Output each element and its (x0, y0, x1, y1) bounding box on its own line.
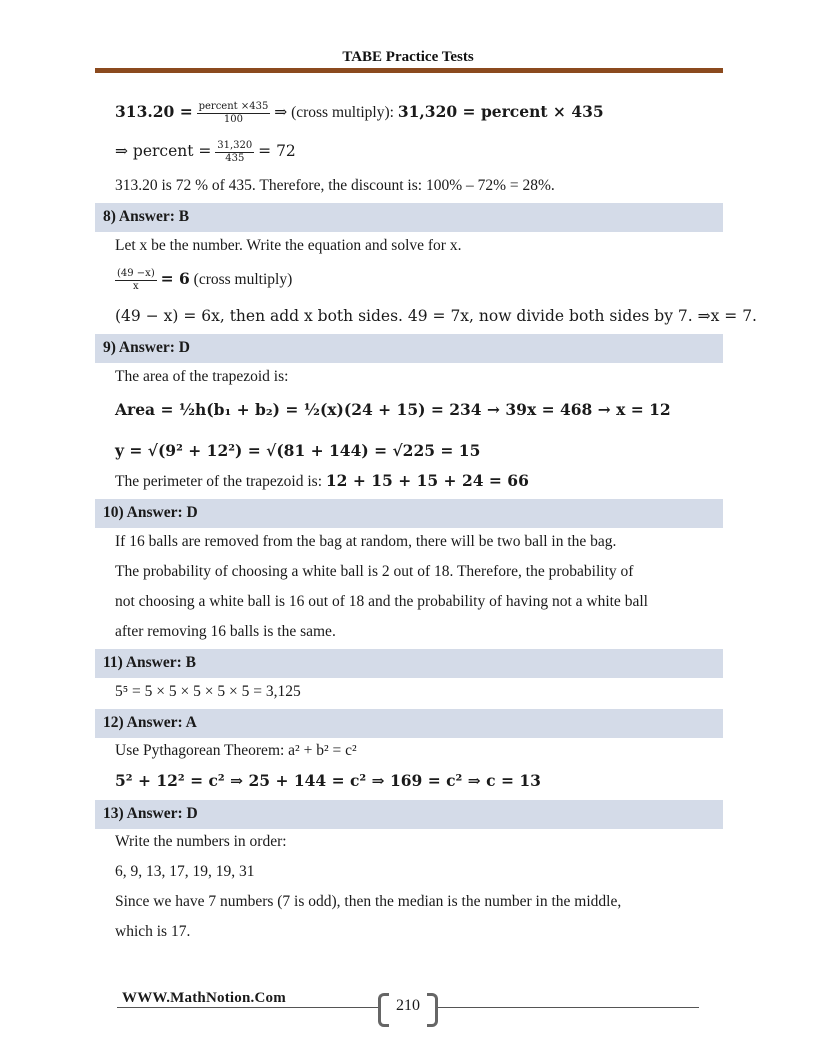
q13-line-4: which is 17. (115, 923, 191, 940)
q13-line-1: Write the numbers in order: (115, 833, 287, 850)
answer-header-q13 (95, 800, 723, 829)
q8-l2-fraction (115, 268, 157, 293)
q11-line-1: 5⁵ = 5 × 5 × 5 × 5 × 5 = 3,125 (115, 683, 301, 700)
q7-l2-frac-num: 31,320 (217, 140, 253, 151)
answer-heading-q13: 13) Answer: D (103, 805, 198, 822)
q7-line-3: 313.20 is 72 % of 435. Therefore, the discount is: 100% – 72% = 28%. (115, 177, 555, 194)
answer-heading-q9: 9) Answer: D (103, 339, 190, 356)
q13-line-3: Since we have 7 numbers (7 is odd), then the median is the number in the middle, (115, 893, 622, 910)
q7-line-2 (115, 140, 296, 165)
answer-header-q8 (95, 203, 723, 232)
answer-header-q11 (95, 649, 723, 678)
q9-line-3: y = √(9² + 12²) = √(81 + 144) = √225 = 15 (115, 441, 481, 460)
answer-heading-q8: 8) Answer: B (103, 208, 190, 225)
page-number: 210 (396, 997, 420, 1014)
q9-line-4 (115, 471, 529, 492)
q8-line-3: (49 − x) = 6x, then add x both sides. 49 = 7x, now divide both sides by 7. ⇒x = 7. (115, 307, 757, 325)
answer-header-q12 (95, 709, 723, 738)
page-header-title: TABE Practice Tests (342, 49, 474, 65)
q13-line-2: 6, 9, 13, 17, 19, 19, 31 (115, 863, 255, 880)
q9-l4-text: The perimeter of the trapezoid is: (115, 473, 326, 490)
q7-l2-frac-den: 435 (225, 153, 245, 164)
q7-l1-frac-num: percent ×435 (198, 101, 269, 112)
q10-line-2: The probability of choosing a white ball is 2 out of 18. Therefore, the probability of (115, 563, 634, 580)
footer-rule-right (437, 1007, 699, 1008)
answer-header-q9 (95, 334, 723, 363)
header-rule (95, 68, 723, 73)
q10-line-4: after removing 16 balls is the same. (115, 623, 336, 640)
q8-l2-frac-num: (49 −x) (117, 268, 155, 279)
q7-l1-fraction (197, 101, 271, 126)
q7-l2-lhs: ⇒ percent = (115, 142, 212, 161)
q7-l2-fraction (215, 140, 254, 165)
q7-l1-mid: ⇒ (cross multiply): (274, 104, 398, 122)
q7-l1-lhs: 313.20 = (115, 102, 193, 122)
answer-header-q10 (95, 499, 723, 528)
answer-heading-q12: 12) Answer: A (103, 714, 197, 731)
q7-l1-rhs: 31,320 = percent × 435 (397, 102, 604, 122)
q8-line-1: Let x be the number. Write the equation and solve for x. (115, 237, 462, 254)
q10-line-1: If 16 balls are removed from the bag at random, there will be two ball in the bag. (115, 533, 617, 550)
q8-l2-tail: (cross multiply) (189, 271, 293, 289)
footer-site-url: WWW.MathNotion.Com (122, 990, 286, 1006)
q10-line-3: not choosing a white ball is 16 out of 18 and the probability of having not a white ball (115, 593, 648, 610)
answer-heading-q10: 10) Answer: D (103, 504, 198, 521)
q8-l2-frac-den: x (133, 281, 139, 292)
q8-line-2 (115, 268, 292, 293)
q12-line-2: 5² + 12² = c² ⇒ 25 + 144 = c² ⇒ 169 = c² ⇒ c = 13 (115, 771, 541, 790)
q7-l2-rhs: = 72 (258, 142, 296, 161)
answer-heading-q11: 11) Answer: B (103, 654, 196, 671)
q9-l4-math: 12 + 15 + 15 + 24 = 66 (325, 471, 529, 490)
page-number-box (378, 993, 438, 1023)
q9-line-1: The area of the trapezoid is: (115, 368, 289, 385)
q9-line-2: Area = ½h(b₁ + b₂) = ½(x)(24 + 15) = 234 → 39x = 468 → x = 12 (115, 400, 671, 419)
q12-line-1: Use Pythagorean Theorem: a² + b² = c² (115, 742, 357, 759)
footer-rule-left (117, 1007, 379, 1008)
q7-line-1 (115, 101, 604, 126)
q8-l2-rest: = 6 (160, 269, 190, 289)
q7-l1-frac-den: 100 (223, 114, 243, 125)
